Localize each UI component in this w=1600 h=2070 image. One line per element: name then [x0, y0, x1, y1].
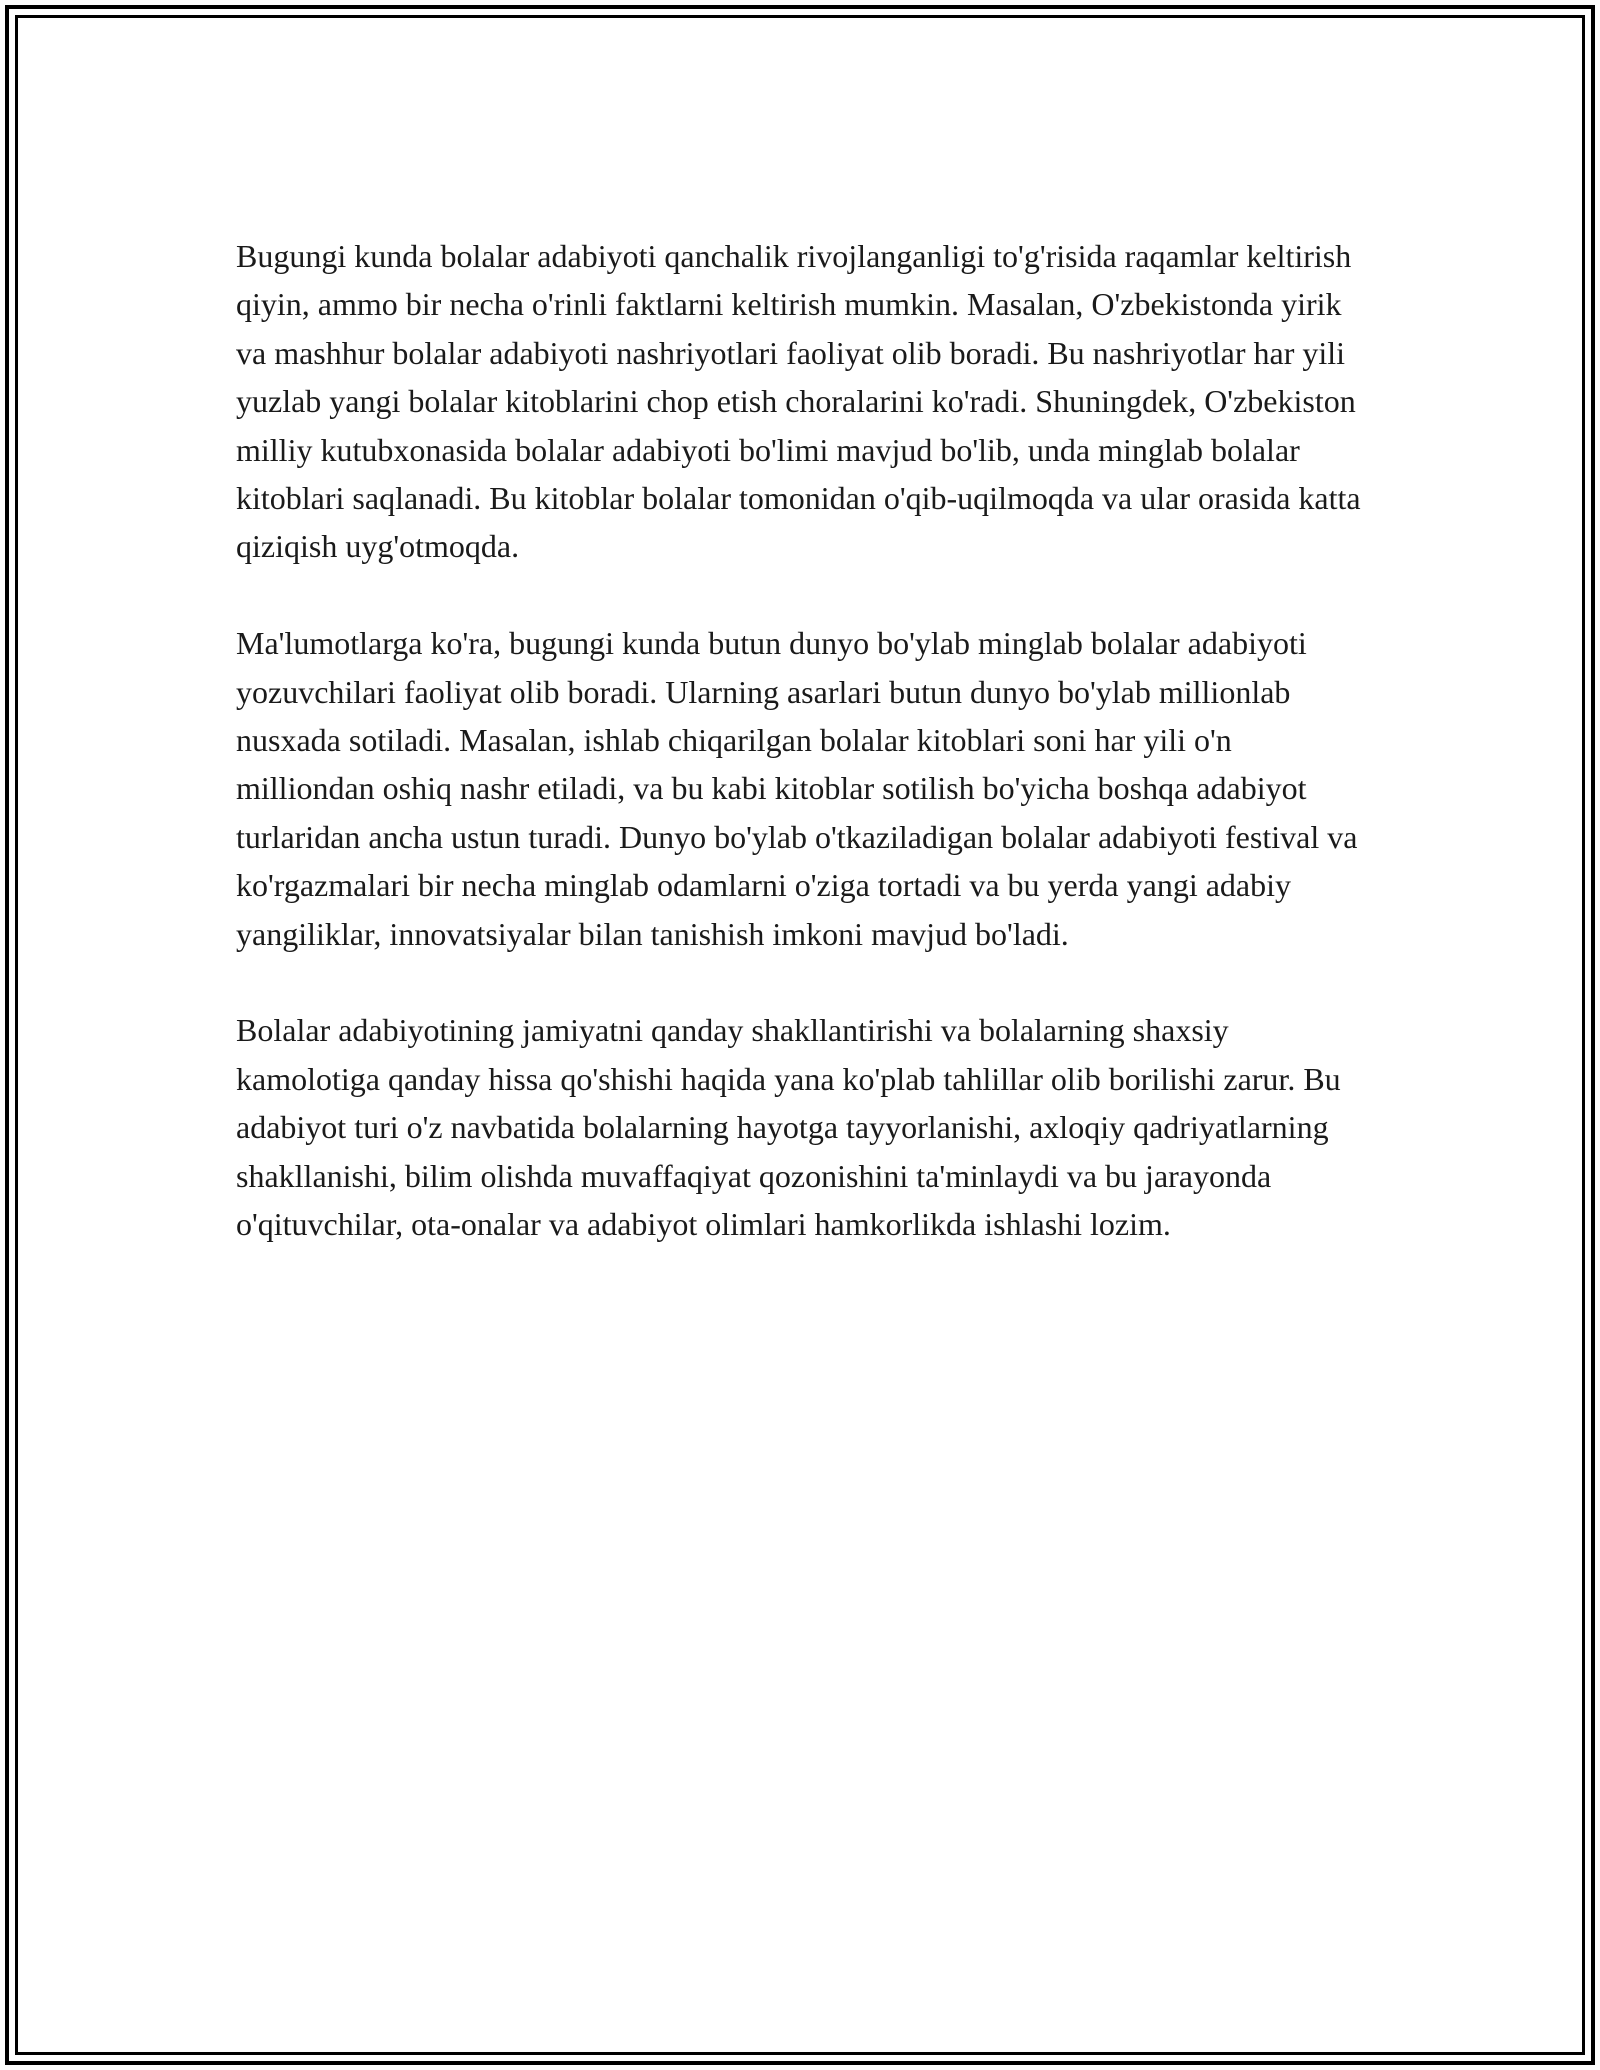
- paragraph-2: Ma'lumotlarga ko'ra, bugungi kunda butun dunyo bo'ylab minglab bolalar adabiyoti yozuvchilari faoliyat olib boradi. Ularning asarlari butun dunyo bo'ylab millionlab nusxada sotiladi. Masalan, ishlab chiqarilgan bolalar kitoblari soni har yili o'n milliondan oshiq nashr etiladi, va bu kabi kitoblar sotilish bo'yicha boshqa adabiyot turlaridan ancha ustun turadi. Dunyo bo'ylab o'tkaziladigan bolalar adabiyoti festival va ko'rgazmalari bir necha minglab odamlarni o'ziga tortadi va bu yerda yangi adabiy yangiliklar, innovatsiyalar bilan tanishish imkoni mavjud bo'ladi.: [236, 625, 1358, 952]
- document-body: [236, 232, 1376, 1297]
- paragraph-3: Bolalar adabiyotining jamiyatni qanday shakllantirishi va bolalarning shaxsiy kamolotiga qanday hissa qo'shishi haqida yana ko'plab tahlillar olib borilishi zarur. Bu adabiyot turi o'z navbatida bolalarning hayotga tayyorlanishi, axloqiy qadriyatlarning shakllanishi, bilim olishda muvaffaqiyat qozonishini ta'minlaydi va bu jarayonda o'qituvchilar, ota-onalar va adabiyot olimlari hamkorlikda ishlashi lozim.: [236, 1012, 1341, 1243]
- paragraph-1: Bugungi kunda bolalar adabiyoti qanchalik rivojlanganligi to'g'risida raqamlar keltirish qiyin, ammo bir necha o'rinli faktlarni keltirish mumkin. Masalan, O'zbekistonda yirik va mashhur bolalar adabiyoti nashriyotlari faoliyat olib boradi. Bu nashriyotlar har yili yuzlab yangi bolalar kitoblarini chop etish choralarini ko'radi. Shuningdek, O'zbekiston milliy kutubxonasida bolalar adabiyoti bo'limi mavjud bo'lib, unda minglab bolalar kitoblari saqlanadi. Bu kitoblar bolalar tomonidan o'qib-uqilmoqda va ular orasida katta qiziqish uyg'otmoqda.: [236, 238, 1361, 565]
